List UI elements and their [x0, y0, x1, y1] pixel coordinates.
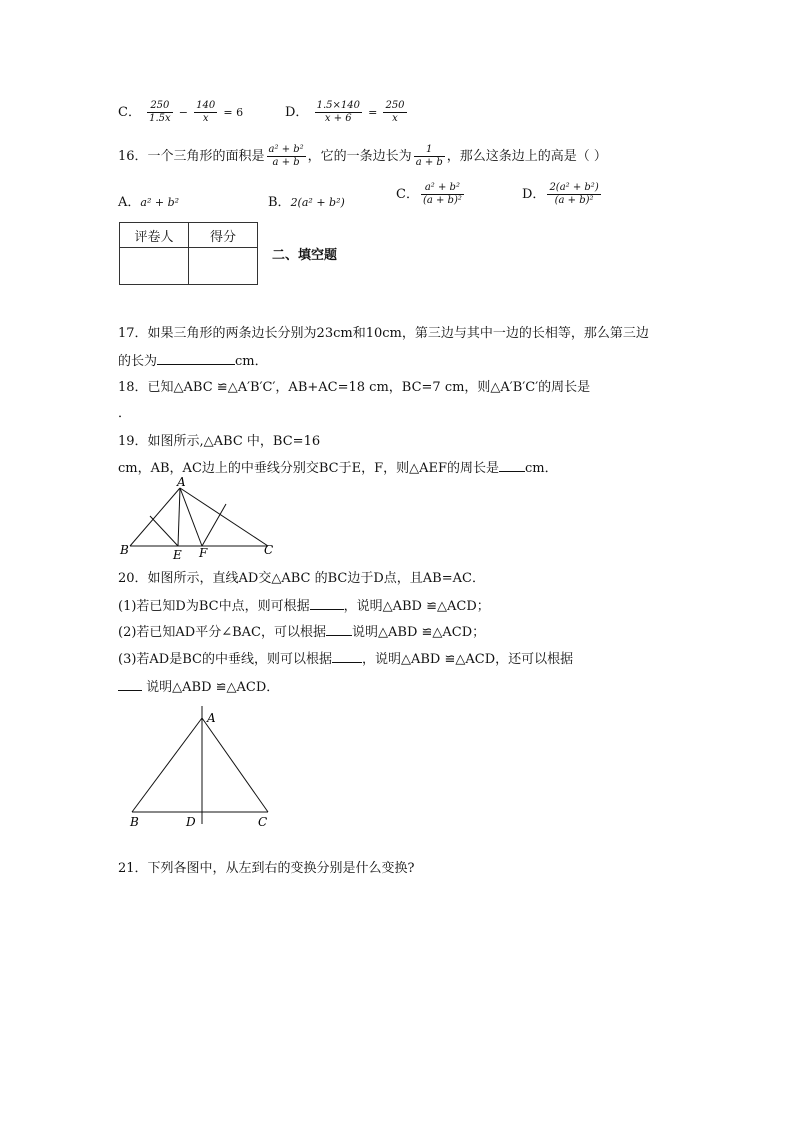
q20-line-4 [118, 648, 573, 667]
q18-line-2: ． [118, 406, 132, 421]
q15-d-fraction-2: $\frac{250}{x}$ [385, 100, 405, 124]
q16-c-label: C． [396, 187, 419, 202]
q20-1-text-b: ，说明△ABD ≌△ACD； [343, 599, 490, 614]
q20-2-answer-blank[interactable] [326, 624, 352, 636]
q16-a-label: A． [118, 195, 141, 210]
q21-line-1: 21．下列各图中，从左到右的变换分别是什么变换? [118, 861, 415, 876]
q16-b-label: B． [268, 195, 291, 210]
q20-label-b: B [130, 815, 139, 829]
q19-segment-af [180, 488, 202, 546]
q16-area-fraction: $\frac{\text{a² + b²}}{a + b}$ [268, 144, 304, 168]
q16-d-fraction: $\frac{\text{2(a² + b²)}}{\text{(a + b)²}}$ [549, 182, 599, 206]
q15-c-minus: − [178, 106, 188, 119]
q16-option-a [118, 191, 179, 210]
q15-c-fraction-2: $\frac{140}{x}$ [196, 100, 216, 124]
q20-3-text-a: (3)若AD是BC的中垂线，则可以根据 [118, 652, 332, 667]
q16-b-value: 2(a² + b²) [290, 196, 345, 209]
q20-line-2 [118, 595, 490, 614]
grader-header: 评卷人 [120, 223, 189, 248]
q15-option-d [285, 100, 409, 125]
q19-label-b: B [120, 543, 129, 557]
score-cell[interactable] [189, 248, 258, 285]
q19-segment-ae [178, 488, 180, 546]
q17-line-1: 17．如果三角形的两条边长分别为23cm和10cm，第三边与其中一边的长相等，那么第三边 [118, 326, 649, 341]
q15-c-fraction-1: $\frac{250}{1.5x}$ [149, 100, 171, 124]
q15-c-equals: = 6 [223, 106, 244, 119]
q17-text-b: cm． [235, 354, 268, 369]
q19-line-1: 19．如图所示,△ABC 中，BC=16 [118, 434, 321, 449]
q19-perp-bisector-ab [150, 516, 178, 546]
q20-label-c: C [258, 815, 268, 829]
q19-text-b: cm． [525, 461, 558, 476]
q19-label-e: E [173, 548, 182, 562]
q20-3-answer-blank-1[interactable] [332, 651, 362, 663]
q19-line-2 [118, 457, 558, 476]
q16-d-label: D． [522, 187, 546, 202]
grader-cell[interactable] [120, 248, 189, 285]
q16-option-d [522, 182, 603, 207]
q16-text-3: ，那么这条边上的高是（ ） [446, 149, 607, 164]
q19-figure [118, 476, 288, 562]
q16-a-value: a² + b² [140, 196, 180, 209]
q17-answer-blank[interactable] [157, 353, 235, 365]
q16-c-fraction: $\frac{\text{a² + b²}}{\text{(a + b)²}}$ [422, 182, 462, 206]
q20-label-a: A [207, 711, 216, 725]
q15-d-label: D． [285, 105, 309, 120]
q20-1-text-a: (1)若已知D为BC中点，则可根据 [118, 599, 310, 614]
q15-c-label: C． [118, 105, 141, 120]
q20-3-answer-blank-2[interactable] [118, 679, 142, 691]
q19-answer-blank[interactable] [499, 460, 525, 472]
q16-text-2: ，它的一条边长为 [307, 149, 412, 164]
q20-side-ac [202, 718, 268, 812]
q20-1-answer-blank[interactable] [310, 598, 344, 610]
q20-line-1: 20．如图所示，直线AD交△ABC 的BC边于D点，且AB=AC． [118, 571, 485, 586]
q16-side-fraction: $\frac{1}{a + b}$ [415, 144, 443, 168]
q20-label-d: D [186, 815, 196, 829]
q20-2-text-a: (2)若已知AD平分∠BAC，可以根据 [118, 625, 327, 640]
q17-text-a: 的长为 [118, 354, 158, 369]
q19-label-f: F [199, 546, 208, 560]
section-title: 二、填空题 [272, 248, 338, 263]
q16-option-b [268, 191, 345, 210]
q19-side-ac [180, 488, 268, 546]
q20-side-ab [132, 718, 202, 812]
score-header: 得分 [189, 223, 258, 248]
q17-line-2 [118, 350, 268, 369]
q15-d-fraction-1: $\frac{1.5\times 140}{x + 6}$ [316, 100, 360, 124]
q16-stem [118, 144, 607, 169]
score-table [119, 222, 258, 285]
q18-line-1: 18．已知△ABC ≌△A′B′C′，AB+AC=18 cm，BC=7 cm，则△A′B′C′的周长是 [118, 380, 591, 395]
q19-label-a: A [177, 476, 186, 489]
q20-3-text-b: ，说明△ABD ≌△ACD，还可以根据 [361, 652, 574, 667]
q20-line-3 [118, 621, 485, 640]
q20-figure [118, 702, 283, 832]
q19-text-a: cm，AB，AC边上的中垂线分别交BC于E，F，则△AEF的周长是 [118, 461, 500, 476]
q15-option-c [118, 100, 243, 125]
q19-label-c: C [264, 543, 274, 557]
q20-line-5 [118, 676, 279, 695]
q19-side-ab [130, 488, 180, 546]
q20-2-text-b: 说明△ABD ≌△ACD； [352, 625, 486, 640]
q15-d-equals: = [368, 106, 378, 119]
q16-option-c [396, 182, 466, 207]
q20-3-text-c: 说明△ABD ≌△ACD． [142, 680, 280, 695]
q16-text-1: 16．一个三角形的面积是 [118, 149, 265, 164]
